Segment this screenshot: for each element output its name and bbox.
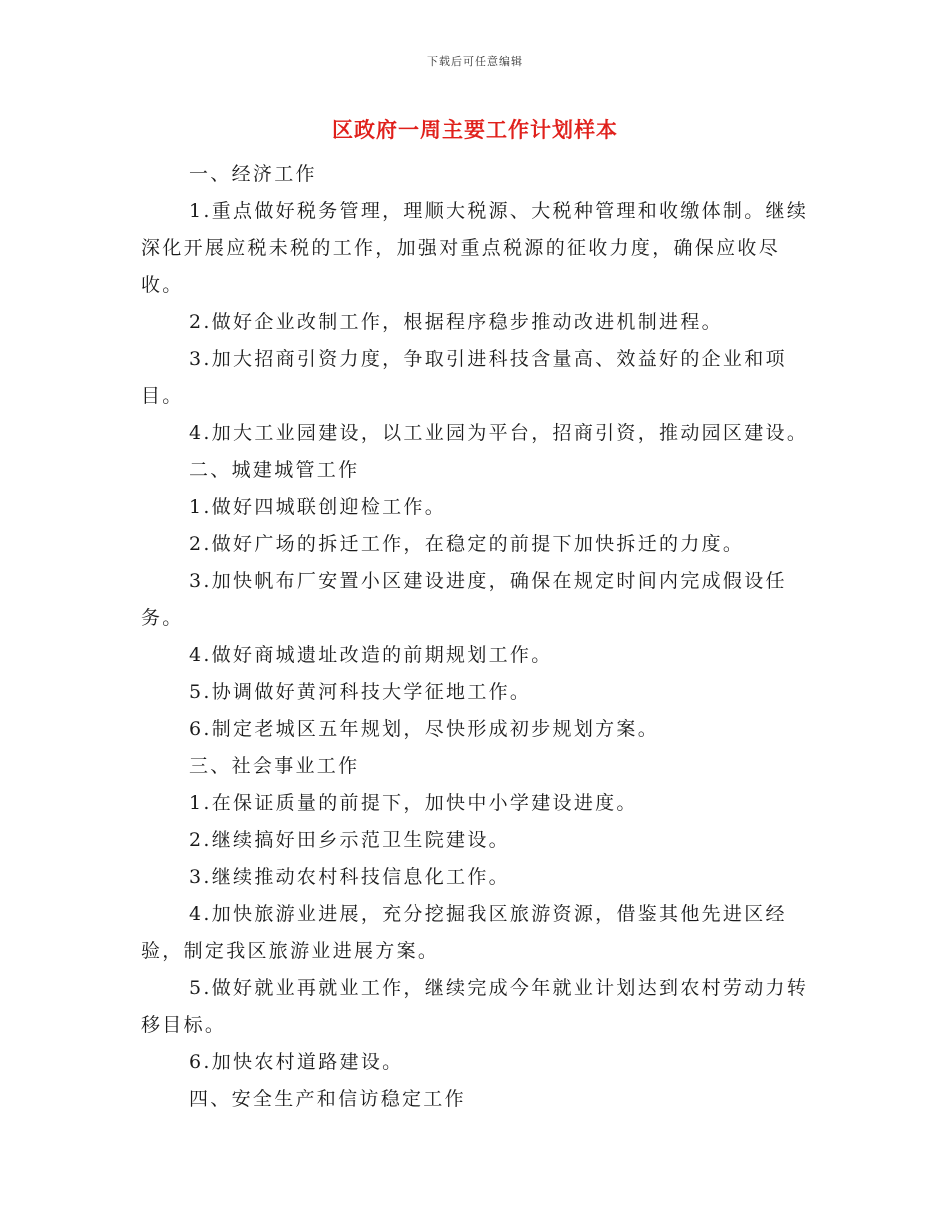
paragraph: 1.在保证质量的前提下，加快中小学建设进度。 bbox=[189, 792, 638, 814]
paragraph: 6.加快农村道路建设。 bbox=[189, 1051, 404, 1073]
paragraph: 1.重点做好税务管理，理顺大税源、大税种管理和收缴体制。继续深化开展应税未税的工作，加强对重点税源的征收力度，确保应收尽收。 bbox=[141, 200, 809, 296]
document-body bbox=[141, 156, 811, 1118]
section-heading-safety: 四、安全生产和信访稳定工作 bbox=[189, 1088, 466, 1110]
paragraph: 5.协调做好黄河科技大学征地工作。 bbox=[189, 681, 532, 703]
paragraph: 4.做好商城遗址改造的前期规划工作。 bbox=[189, 644, 553, 666]
paragraph: 3.加大招商引资力度，争取引进科技含量高、效益好的企业和项目。 bbox=[141, 348, 787, 407]
section-heading-economy: 一、经济工作 bbox=[189, 163, 317, 185]
paragraph: 4.加大工业园建设，以工业园为平台，招商引资，推动园区建设。 bbox=[189, 422, 809, 444]
paragraph: 3.继续推动农村科技信息化工作。 bbox=[189, 866, 510, 888]
paragraph: 4.加快旅游业进展，充分挖掘我区旅游资源，借鉴其他先进区经验，制定我区旅游业进展方案。 bbox=[141, 903, 787, 962]
paragraph: 2.继续搞好田乡示范卫生院建设。 bbox=[189, 829, 510, 851]
paragraph: 6.制定老城区五年规划，尽快形成初步规划方案。 bbox=[189, 718, 660, 740]
section-heading-social: 三、社会事业工作 bbox=[189, 755, 360, 777]
paragraph: 2.做好广场的拆迁工作，在稳定的前提下加快拆迁的力度。 bbox=[189, 533, 745, 555]
paragraph: 1.做好四城联创迎检工作。 bbox=[189, 496, 447, 518]
paragraph: 3.加快帆布厂安置小区建设进度，确保在规定时间内完成假设任务。 bbox=[141, 570, 787, 629]
paragraph: 5.做好就业再就业工作，继续完成今年就业计划达到农村劳动力转移目标。 bbox=[141, 977, 809, 1036]
document-title: 区政府一周主要工作计划样本 bbox=[332, 117, 618, 142]
header-note: 下载后可任意编辑 bbox=[427, 55, 523, 68]
section-heading-urban: 二、城建城管工作 bbox=[189, 459, 360, 481]
paragraph: 2.做好企业改制工作，根据程序稳步推动改进机制进程。 bbox=[189, 311, 723, 333]
